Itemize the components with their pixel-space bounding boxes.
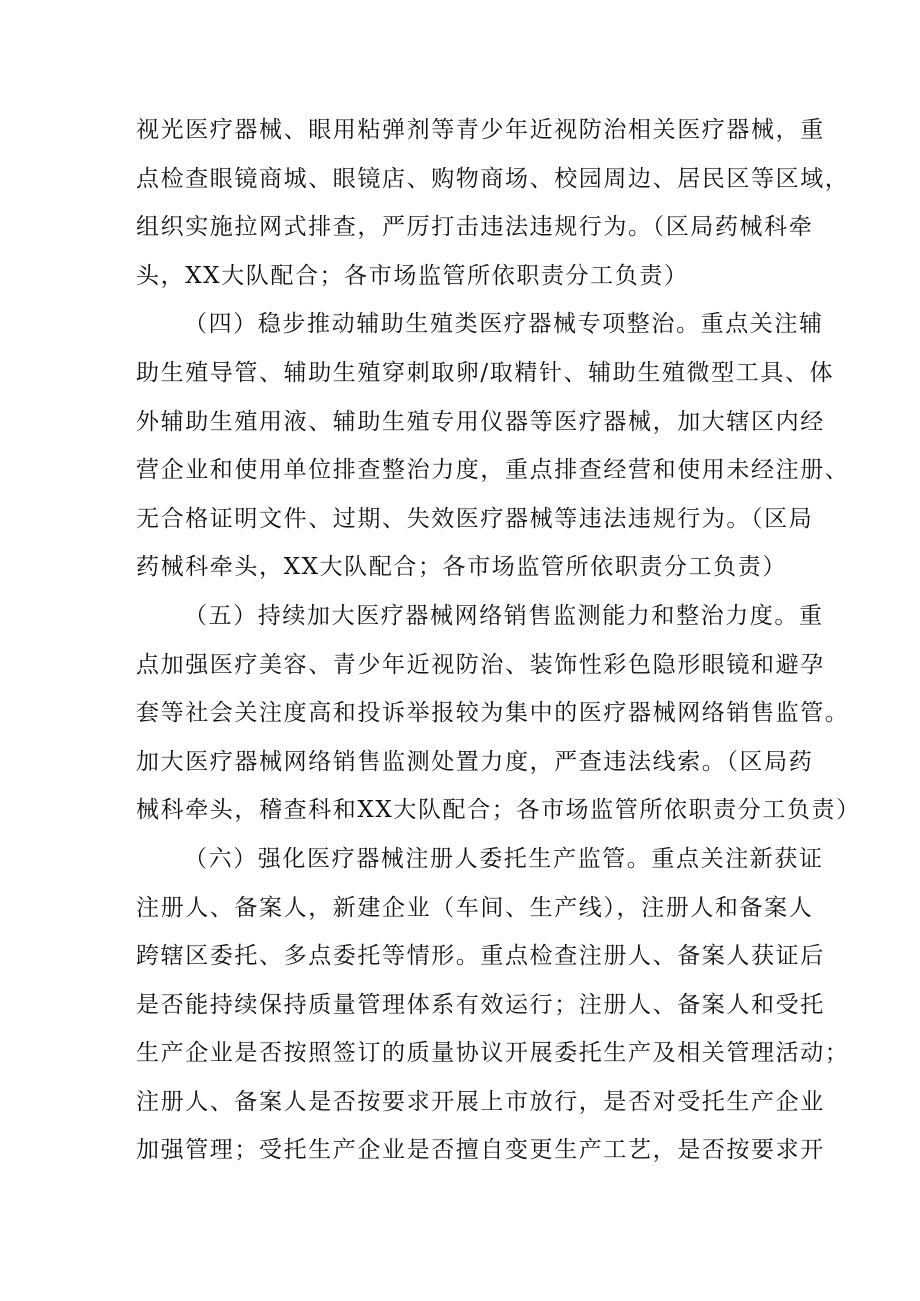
text-line: 视光医疗器械、眼用粘弹剂等青少年近视防治相关医疗器械，重 — [136, 117, 825, 143]
text-line: 头，XX大队配合；各市场监管所依职责分工负责） — [136, 262, 689, 289]
text-line: 械科牵头，稽查科和XX大队配合；各市场监管所依职责分工负责） — [136, 797, 861, 824]
paragraph-heading-line: （五）持续加大医疗器械网络销售监测能力和整治力度。重 — [184, 602, 824, 629]
text-line: 加大医疗器械网络销售监测处置力度，严查违法线索。（区局药 — [136, 748, 814, 775]
text-line: 营企业和使用单位排查整治力度，重点排查经营和使用未经注册、 — [136, 457, 850, 484]
text-line: 无合格证明文件、过期、失效医疗器械等违法违规行为。（区局 — [136, 505, 814, 532]
text-line: 组织实施拉网式排查，严厉打击违法违规行为。（区局药械科牵 — [136, 214, 814, 241]
text-line: 生产企业是否按照签订的质量协议开展委托生产及相关管理活动； — [136, 1040, 850, 1067]
text-line: 注册人、备案人是否按要求开展上市放行，是否对受托生产企业 — [136, 1088, 825, 1115]
text-line: 加强管理；受托生产企业是否擅自变更生产工艺，是否按要求开 — [136, 1137, 825, 1164]
paragraph-heading-line: （六）强化医疗器械注册人委托生产监管。重点关注新获证 — [184, 845, 824, 872]
text-line: 外辅助生殖用液、辅助生殖专用仪器等医疗器械，加大辖区内经 — [136, 408, 825, 435]
text-line: 点检查眼镜商城、眼镜店、购物商场、校园周边、居民区等区域， — [136, 165, 850, 192]
text-line: 助生殖导管、辅助生殖穿刺取卵/取精针、辅助生殖微型工具、体 — [136, 359, 835, 386]
text-line: 是否能持续保持质量管理体系有效运行；注册人、备案人和受托 — [136, 991, 825, 1018]
paragraph-heading-line: （四）稳步推动辅助生殖类医疗器械专项整治。重点关注辅 — [184, 311, 824, 338]
text-line: 跨辖区委托、多点委托等情形。重点检查注册人、备案人获证后 — [136, 943, 825, 970]
text-line: 药械科牵头，XX大队配合；各市场监管所依职责分工负责） — [136, 554, 787, 581]
document-body — [136, 106, 861, 1175]
text-line: 点加强医疗美容、青少年近视防治、装饰性彩色隐形眼镜和避孕 — [136, 651, 825, 678]
text-line: 注册人、备案人，新建企业（车间、生产线），注册人和备案人 — [136, 894, 814, 921]
text-line: 套等社会关注度高和投诉举报较为集中的医疗器械网络销售监管。 — [136, 700, 850, 727]
